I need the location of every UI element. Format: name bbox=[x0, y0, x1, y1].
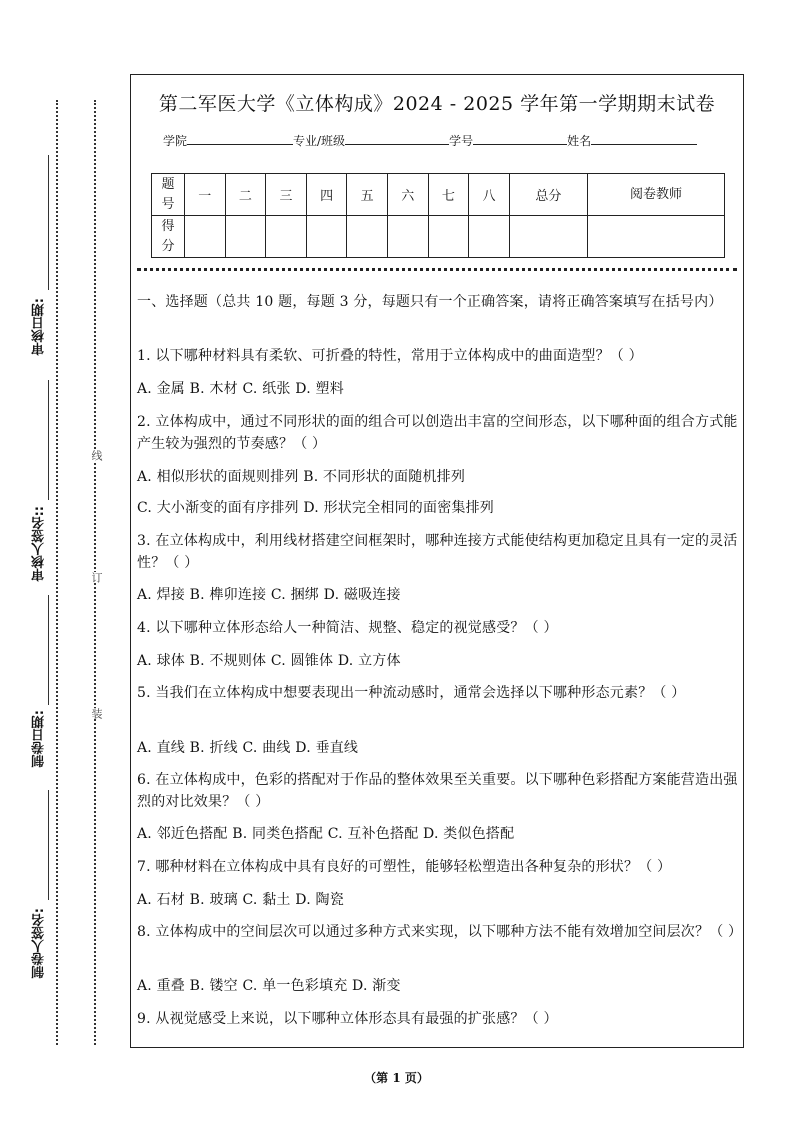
section-heading: 一、选择题（总共 10 题，每题 3 分，每题只有一个正确答案，请将正确答案填写在括号内） bbox=[137, 294, 723, 310]
cell-q2: 二 bbox=[225, 174, 266, 216]
cell-q6: 六 bbox=[387, 174, 428, 216]
dotted-separator bbox=[137, 268, 737, 271]
student-info-row bbox=[163, 132, 697, 149]
question-4-options: A. 球体 B. 不规则体 C. 圆锥体 D. 立方体 bbox=[137, 653, 401, 669]
maker-date-line bbox=[48, 595, 49, 705]
field-id-label: 学号 bbox=[449, 134, 474, 148]
binding-mark-zhuang: 装 bbox=[90, 708, 103, 719]
binding-mark-line: 线 bbox=[90, 450, 103, 461]
cell-total: 总分 bbox=[509, 174, 587, 216]
score-blank[interactable] bbox=[306, 216, 347, 258]
question-7-options: A. 石材 B. 玻璃 C. 黏土 D. 陶瓷 bbox=[137, 892, 344, 908]
score-blank[interactable] bbox=[347, 216, 388, 258]
question-2: 2. 立体构成中，通过不同形状的面的组合可以创造出丰富的空间形态，以下哪种面的组合方式能产生较为强烈的节奏感？（ ） bbox=[137, 414, 738, 452]
exam-title: 第二军医大学《立体构成》2024 - 2025 学年第一学期期末试卷 bbox=[158, 93, 716, 115]
reviewer-sign-line bbox=[48, 380, 49, 500]
page-number: （第 1 页） bbox=[364, 1071, 429, 1085]
maker-sign-label: 制卷人签名: bbox=[32, 908, 47, 979]
score-table bbox=[151, 173, 725, 258]
question-8: 8. 立体构成中的空间层次可以通过多种方式来实现，以下哪种方法不能有效增加空间层次？（ ） bbox=[137, 924, 743, 940]
maker-sign-line bbox=[48, 790, 49, 900]
cell-q7: 七 bbox=[428, 174, 469, 216]
field-college-blank[interactable] bbox=[187, 132, 293, 145]
field-name-blank[interactable] bbox=[591, 132, 697, 145]
score-table-score-row bbox=[152, 216, 725, 258]
question-9: 9. 从视觉感受上来说，以下哪种立体形态具有最强的扩张感？（ ） bbox=[137, 1011, 558, 1027]
question-8-options: A. 重叠 B. 镂空 C. 单一色彩填充 D. 渐变 bbox=[137, 978, 401, 994]
cell-score-label: 得分 bbox=[152, 216, 185, 258]
question-7: 7. 哪种材料在立体构成中具有良好的可塑性，能够轻松塑造出各种复杂的形状？（ ） bbox=[137, 859, 672, 875]
question-3: 3. 在立体构成中，利用线材搭建空间框架时，哪种连接方式能使结构更加稳定且具有一定的灵活性？（ ） bbox=[137, 533, 738, 571]
cell-q8: 八 bbox=[469, 174, 510, 216]
cell-q1: 一 bbox=[185, 174, 226, 216]
cell-q5: 五 bbox=[347, 174, 388, 216]
field-major-blank[interactable] bbox=[345, 132, 449, 145]
score-blank[interactable] bbox=[588, 216, 725, 258]
question-2-options-ab: A. 相似形状的面规则排列 B. 不同形状的面随机排列 bbox=[137, 469, 466, 485]
question-3-options: A. 焊接 B. 榫卯连接 C. 捆绑 D. 磁吸连接 bbox=[137, 587, 401, 603]
score-blank[interactable] bbox=[469, 216, 510, 258]
score-blank[interactable] bbox=[225, 216, 266, 258]
cell-grader: 阅卷教师 bbox=[588, 174, 725, 216]
question-4: 4. 以下哪种立体形态给人一种简洁、规整、稳定的视觉感受？（ ） bbox=[137, 620, 558, 636]
score-blank[interactable] bbox=[387, 216, 428, 258]
field-name-label: 姓名 bbox=[567, 134, 592, 148]
question-5: 5. 当我们在立体构成中想要表现出一种流动感时，通常会选择以下哪种形态元素？（ ） bbox=[137, 685, 686, 701]
score-table-header-row bbox=[152, 174, 725, 216]
reviewer-date-label: 审核日期: bbox=[32, 298, 47, 356]
exam-frame bbox=[130, 74, 744, 1048]
question-6: 6. 在立体构成中，色彩的搭配对于作品的整体效果至关重要。以下哪种色彩搭配方案能营造出强烈的对比效果？（ ） bbox=[137, 772, 738, 810]
field-major-label: 专业/班级 bbox=[293, 134, 346, 148]
cell-question-no: 题号 bbox=[152, 174, 185, 216]
score-blank[interactable] bbox=[266, 216, 307, 258]
binding-dotted-line-left bbox=[56, 100, 58, 1045]
score-blank[interactable] bbox=[185, 216, 226, 258]
cell-q4: 四 bbox=[306, 174, 347, 216]
reviewer-date-line bbox=[48, 155, 49, 290]
question-1: 1. 以下哪种材料具有柔软、可折叠的特性，常用于立体构成中的曲面造型？（ ） bbox=[137, 348, 643, 364]
field-college-label: 学院 bbox=[163, 134, 188, 148]
cell-q3: 三 bbox=[266, 174, 307, 216]
question-5-options: A. 直线 B. 折线 C. 曲线 D. 垂直线 bbox=[137, 740, 359, 756]
reviewer-sign-label: 审核人签名:: bbox=[32, 506, 47, 582]
binding-mark-ding: 订 bbox=[90, 572, 103, 583]
field-id-blank[interactable] bbox=[473, 132, 567, 145]
score-blank[interactable] bbox=[509, 216, 587, 258]
question-2-options-cd: C. 大小渐变的面有序排列 D. 形状完全相同的面密集排列 bbox=[137, 500, 494, 516]
score-blank[interactable] bbox=[428, 216, 469, 258]
question-6-options: A. 邻近色搭配 B. 同类色搭配 C. 互补色搭配 D. 类似色搭配 bbox=[137, 826, 515, 842]
maker-date-label: 制卷日期: bbox=[32, 710, 47, 768]
question-1-options: A. 金属 B. 木材 C. 纸张 D. 塑料 bbox=[137, 381, 344, 397]
